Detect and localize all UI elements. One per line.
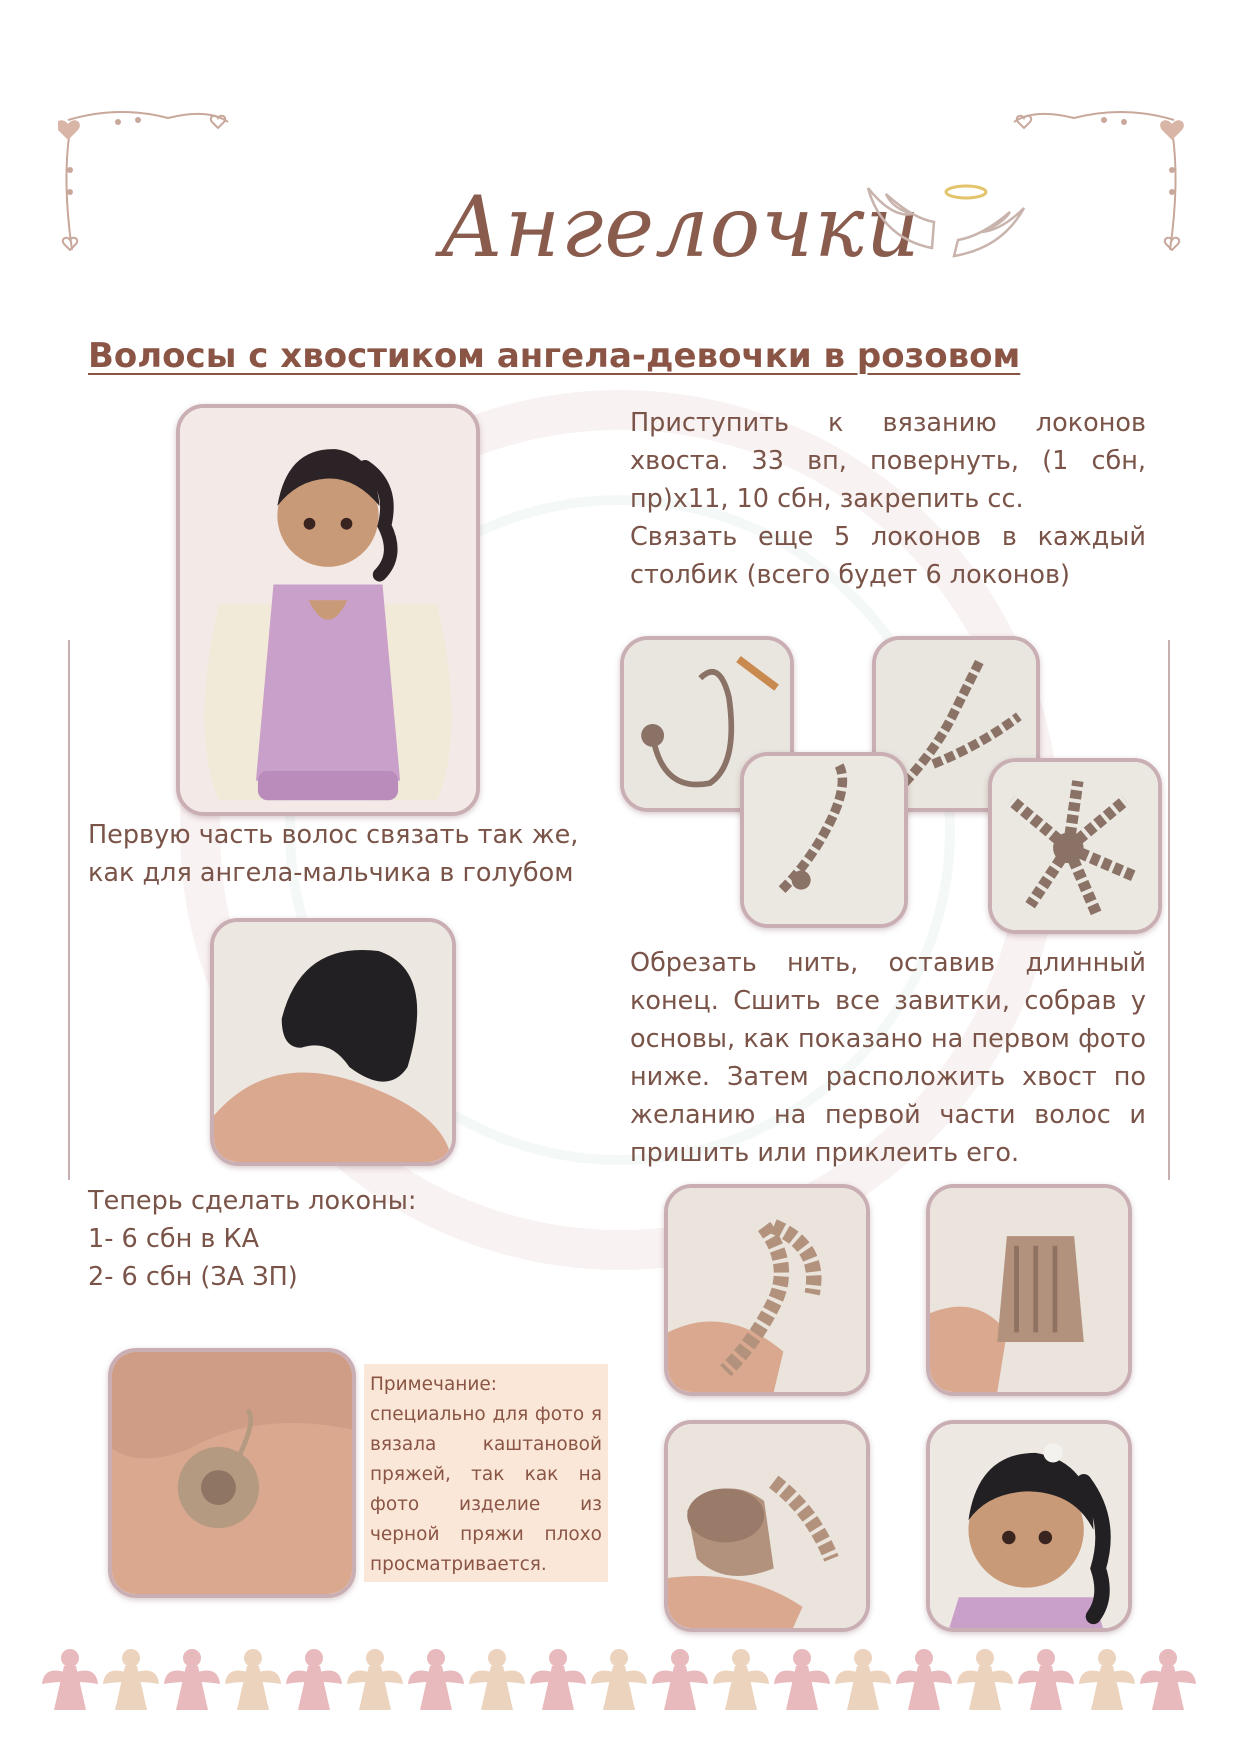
angel-icon <box>408 1649 464 1710</box>
right-divider-line <box>1168 640 1170 1180</box>
instructions-line: 2- 6 сбн (ЗА ЗП) <box>88 1262 298 1292</box>
angel-icon <box>1018 1649 1074 1710</box>
angel-icon <box>42 1649 98 1710</box>
angel-wings-halo-icon <box>862 178 1030 278</box>
angel-icon <box>835 1649 891 1710</box>
angel-icon <box>286 1649 342 1710</box>
angel-icon <box>164 1649 220 1710</box>
angel-icon <box>225 1649 281 1710</box>
instructions-text-2 <box>88 816 628 892</box>
instructions-text-1 <box>630 404 1146 594</box>
angel-icon <box>103 1649 159 1710</box>
angel-icon <box>469 1649 525 1710</box>
instructions-text-4 <box>88 1182 588 1296</box>
note-text: специально для фото я вязала каштановой пряжей, так как на фото изделие из черной пряжи плохо просматривается. <box>370 1404 602 1575</box>
angel-icon <box>530 1649 586 1710</box>
angel-icon <box>652 1649 708 1710</box>
angel-icon <box>1079 1649 1135 1710</box>
instructions-line: как для ангела-мальчика в голубом <box>88 858 574 888</box>
angel-icon <box>774 1649 830 1710</box>
photo-assembly-3 <box>664 1420 870 1632</box>
angel-icon <box>896 1649 952 1710</box>
angel-icon <box>347 1649 403 1710</box>
instructions-line: Теперь сделать локоны: <box>88 1186 417 1216</box>
angel-border-strip <box>40 1640 1200 1720</box>
instructions-line: Первую часть волос связать так же, <box>88 820 579 850</box>
photo-curl-step-3 <box>740 752 908 928</box>
photo-assembly-1 <box>664 1184 870 1396</box>
instructions-paragraph: Приступить к вязанию локонов хвоста. 33 вп, повернуть, (1 сбн, пр)х11, 10 сбн, закрепить сс. <box>630 408 1146 514</box>
instructions-paragraph: Обрезать нить, оставив длинный конец. Сшить все завитки, собрав у основы, как показано на первом фото ниже. Затем расположить хвост по желанию на первой части волос и пришить или приклеить его. <box>630 948 1146 1168</box>
angel-icon <box>957 1649 1013 1710</box>
angel-icon <box>713 1649 769 1710</box>
ornament-top-left-icon <box>58 100 238 270</box>
photo-curl-step-4 <box>988 758 1162 934</box>
photo-assembly-2 <box>926 1184 1132 1396</box>
angel-icon <box>1140 1649 1196 1710</box>
note-box <box>364 1364 608 1582</box>
photo-angel-girl-pink <box>176 404 480 816</box>
ornament-top-right-icon <box>1004 100 1184 270</box>
photo-assembly-4-finished-doll <box>926 1420 1132 1632</box>
photo-black-hair-cap <box>210 918 456 1166</box>
angel-icon <box>591 1649 647 1710</box>
instructions-line: 1- 6 сбн в КА <box>88 1224 260 1254</box>
instructions-paragraph: Связать еще 5 локонов в каждый столбик (всего будет 6 локонов) <box>630 522 1146 590</box>
photo-curl-ring <box>108 1348 356 1598</box>
left-divider-line <box>68 640 70 1180</box>
instructions-text-3 <box>630 944 1146 1172</box>
section-title: Волосы с хвостиком ангела-девочки в розовом <box>88 336 1021 376</box>
note-heading: Примечание: <box>370 1374 498 1395</box>
page-title: Ангелочки <box>440 178 921 276</box>
